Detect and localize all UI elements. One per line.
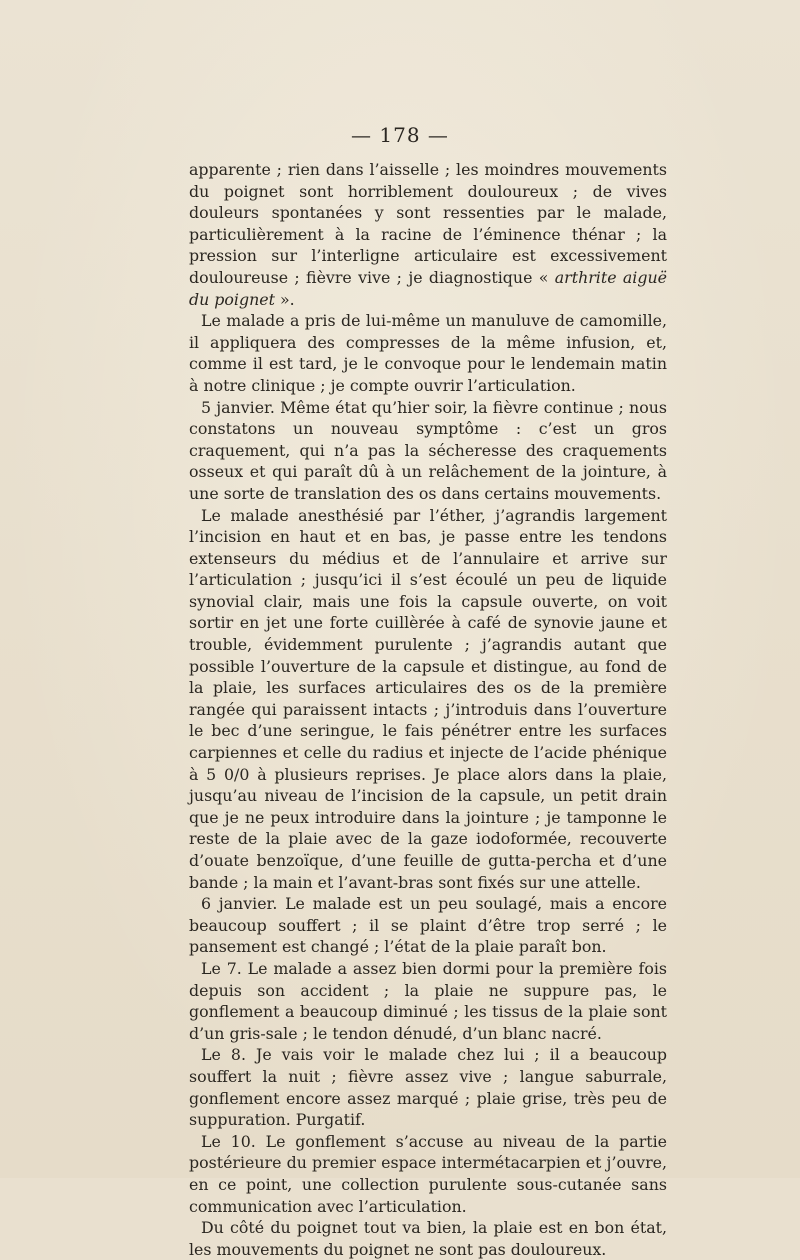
paragraph: Le 8. Je vais voir le malade chez lui ; il a beaucoup souffert la nuit ; fièvre assez vive ; langue saburrale, gonflement encore assez marqué ; plaie grise, très peu de suppuration. Purgatif. <box>189 1045 667 1130</box>
paragraph-continued <box>189 159 667 310</box>
paragraph: Le 7. Le malade a assez bien dormi pour la première fois depuis son accident ; la plaie ne suppure pas, le gonflement a beaucoup diminué ; les tissus de la plaie sont d’un gris-sale ; le tendon dénudé, d’un blanc nacré. <box>189 958 667 1043</box>
paragraph: Du côté du poignet tout va bien, la plaie est en bon état, les mouvements du poignet ne sont pas douloureux. <box>189 1218 667 1259</box>
paragraph-text-end: ». <box>274 289 295 309</box>
paragraph: Le malade anesthésié par l’éther, j’agrandis largement l’incision en haut et en bas, je passe entre les tendons extenseurs du médius et de l’annulaire et arrive sur l’articulation ; jusqu’ici il s’est écoulé un peu de liquide synovial clair, mais une fois la capsule ouverte, on voit sortir en jet une forte cuillèrée à café de synovie jaune et trouble, évidemment purulente ; j’agrandis autant que possible l’ouverture de la capsule et distingue, au fond de la plaie, les surfaces articulaires des os de la première rangée qui paraissent intacts ; j’introduis dans l’ouverture le bec d’une seringue, le fais pénétrer entre les surfaces carpiennes et celle du radius et injecte de l’acide phénique à 5 0/0 à plusieurs reprises. Je place alors dans la plaie, jusqu’au niveau de l’incision de la capsule, un petit drain que je ne peux introduire dans la jointure ; je tamponne le reste de la plaie avec de la gaze iodoformée, recouverte d’ouate benzoïque, d’une feuille de gutta-percha et d’une bande ; la main et l’avant-bras sont fixés sur une attelle. <box>189 505 667 892</box>
paragraph: Le malade a pris de lui-même un manuluve de camomille, il appliquera des compresses de la même infusion, et, comme il est tard, je le convoque pour le lendemain matin à notre clinique ; je compte ouvrir l’articulation. <box>189 311 667 395</box>
diagnosis-italic: arthrite aiguë du poignet <box>189 267 667 309</box>
body-text <box>189 159 667 1260</box>
paragraph-text: apparente ; rien dans l’aisselle ; les moindres mouvements du poignet sont horriblement douloureux ; de vives douleurs spontanées y sont ressenties par le malade, particulièrement à la racine de l’éminence thénar ; la pression sur l’interligne articulaire est excessivement douloureuse ; fièvre vive ; je diagnostique « <box>189 160 667 287</box>
paragraph: Le 10. Le gonflement s’accuse au niveau de la partie postérieure du premier espace intermétacarpien et j’ouvre, en ce point, une collection purulente sous-cutanée sans communication avec l’articulation. <box>189 1131 667 1216</box>
paragraph: 6 janvier. Le malade est un peu soulagé, mais a encore beaucoup souffert ; il se plaint d’être trop serré ; le pansement est changé ; l’état de la plaie paraît bon. <box>189 894 667 957</box>
paragraph: 5 janvier. Même état qu’hier soir, la fièvre continue ; nous constatons un nouveau symptôme : c’est un gros craquement, qui n’a pas la sécheresse des craquements osseux et qui paraît dû à un relâchement de la jointure, à une sorte de translation des os dans certains mouvements. <box>189 397 667 503</box>
page-number: — 178 — <box>351 123 449 147</box>
